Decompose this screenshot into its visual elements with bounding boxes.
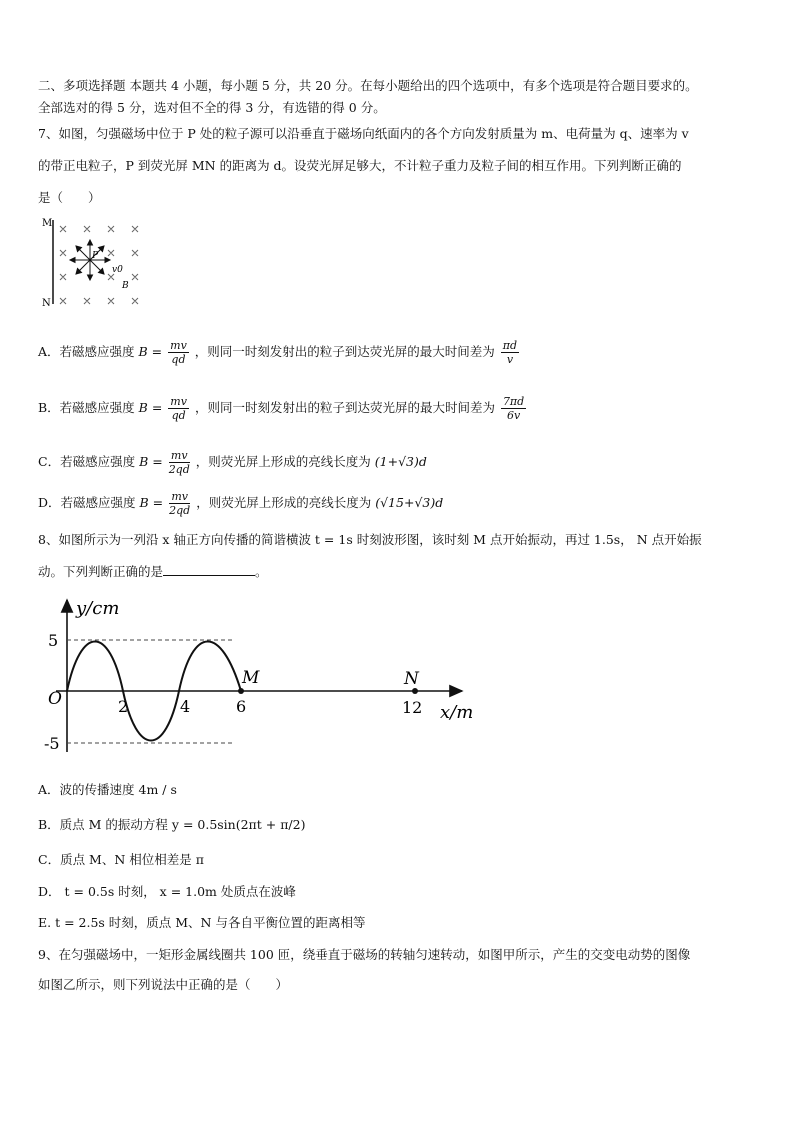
label-v0: v0 <box>112 265 123 275</box>
q7-d-frac-den: 2qd <box>169 504 191 517</box>
velocity-arrows <box>70 240 110 280</box>
q7-a-frac-den: qd <box>171 353 186 366</box>
q7-c-result: (1+√3)d <box>374 454 427 469</box>
q9-stem-line-2: 如图乙所示，则下列说法中正确的是（ ） <box>38 977 289 992</box>
q8-option-e: E. t = 2.5s 时刻，质点 M、N 与各自平衡位置的距离相等 <box>38 915 366 930</box>
q7-c-fraction <box>169 449 190 476</box>
label-n-point: N <box>404 669 419 689</box>
q7-c-frac-num: mv <box>169 449 190 463</box>
q7-magnetic-field-figure <box>40 214 150 310</box>
q8-stem-line-1: 8、如图所示为一列沿 x 轴正方向传播的简谐横波 t = 1s 时刻波形图，该时刻 M 点开始振动，再过 1.5s， N 点开始振 <box>38 532 702 547</box>
q7-a-res-den: v <box>506 353 514 366</box>
q7-c-middle: ，则荧光屏上形成的亮线长度为 <box>195 454 371 469</box>
q8-answer-blank[interactable] <box>163 563 255 576</box>
q7-a-frac-num: mv <box>170 339 187 352</box>
q7-b-middle: ，则同一时刻发射出的粒子到达荧光屏的最大时间差为 <box>194 400 495 415</box>
origin-label: O <box>48 689 62 709</box>
y-tick-neg-5: -5 <box>44 734 60 753</box>
q7-option-d <box>38 488 443 518</box>
y-axis-label: y/cm <box>76 598 120 619</box>
q8-stem-end: 。 <box>255 564 268 579</box>
q8-stem-line-2 <box>38 562 268 582</box>
x-tick-6: 6 <box>236 697 247 716</box>
q7-b-res-den: 6v <box>506 409 521 422</box>
q7-b-frac-num: mv <box>170 395 187 408</box>
q7-stem-line-1: 7、如图，匀强磁场中位于 P 处的粒子源可以沿垂直于磁场向纸面内的各个方向发射质量为 m、电荷量为 q、速率为 v <box>38 126 689 141</box>
label-m-point: M <box>242 668 260 688</box>
q7-c-frac-den: 2qd <box>168 463 190 476</box>
section-header-line-1: 二、多项选择题 本题共 4 小题，每小题 5 分，共 20 分。在每小题给出的四个选项中，有多个选项是符合题目要求的。 <box>38 78 698 93</box>
q7-c-prefix: C．若磁感应强度 <box>38 454 136 469</box>
q8-option-d: D． t = 0.5s 时刻， x = 1.0m 处质点在波峰 <box>38 884 296 899</box>
label-m: M <box>42 218 53 229</box>
q7-option-c <box>38 447 427 477</box>
q7-b-frac-den: qd <box>171 409 186 422</box>
q7-a-prefix: A．若磁感应强度 <box>38 344 135 359</box>
point-m <box>238 688 244 694</box>
q7-option-a <box>38 336 521 368</box>
q7-c-eq: B = <box>139 454 163 469</box>
q8-option-b: B．质点 M 的振动方程 y = 0.5sin(2πt + π/2) <box>38 817 306 832</box>
q7-a-res-num: πd <box>502 339 518 352</box>
q7-a-eq: B = <box>138 344 163 359</box>
x-tick-2: 2 <box>118 697 129 716</box>
label-p: P <box>92 251 99 261</box>
q7-d-prefix: D．若磁感应强度 <box>38 495 136 510</box>
q8-option-a: A．波的传播速度 4m / s <box>38 782 177 797</box>
q7-b-res-num: 7πd <box>502 395 525 408</box>
label-b: B <box>122 281 129 291</box>
q7-option-b <box>38 392 528 424</box>
q7-b-eq: B = <box>138 400 163 415</box>
q8-wave-graph <box>38 592 478 762</box>
q8-stem-text: 动。下列判断正确的是 <box>38 564 164 579</box>
q7-stem-line-2: 的带正电粒子，P 到荧光屏 MN 的距离为 d。设荧光屏足够大，不计粒子重力及粒子间的相互作用。下列判断正确的 <box>38 158 682 173</box>
q7-a-middle: ，则同一时刻发射出的粒子到达荧光屏的最大时间差为 <box>194 344 495 359</box>
q7-a-fraction <box>168 339 189 366</box>
q7-d-result: (√15+√3)d <box>375 495 444 510</box>
q7-d-middle: ，则荧光屏上形成的亮线长度为 <box>196 495 372 510</box>
q8-option-c: C．质点 M、N 相位相差是 π <box>38 852 204 867</box>
q7-a-result <box>501 339 519 366</box>
q7-d-frac-num: mv <box>169 490 190 504</box>
x-tick-4: 4 <box>180 697 191 716</box>
q7-d-eq: B = <box>139 495 164 510</box>
section-header-line-2: 全部选对的得 5 分，选对但不全的得 3 分，有选错的得 0 分。 <box>38 100 386 115</box>
q7-b-result <box>501 395 526 422</box>
q7-b-fraction <box>168 395 189 422</box>
y-tick-5: 5 <box>48 631 59 650</box>
field-crosses <box>60 226 138 304</box>
q7-d-fraction <box>169 490 190 517</box>
x-axis-label: x/m <box>440 702 474 723</box>
x-tick-12: 12 <box>402 698 423 717</box>
label-n: N <box>42 298 51 309</box>
q7-stem-line-3: 是（ ） <box>38 190 101 205</box>
q9-stem-line-1: 9、在匀强磁场中，一矩形金属线圈共 100 匝，绕垂直于磁场的转轴匀速转动，如图甲所示，产生的交变电动势的图像 <box>38 947 691 962</box>
q7-b-prefix: B．若磁感应强度 <box>38 400 135 415</box>
